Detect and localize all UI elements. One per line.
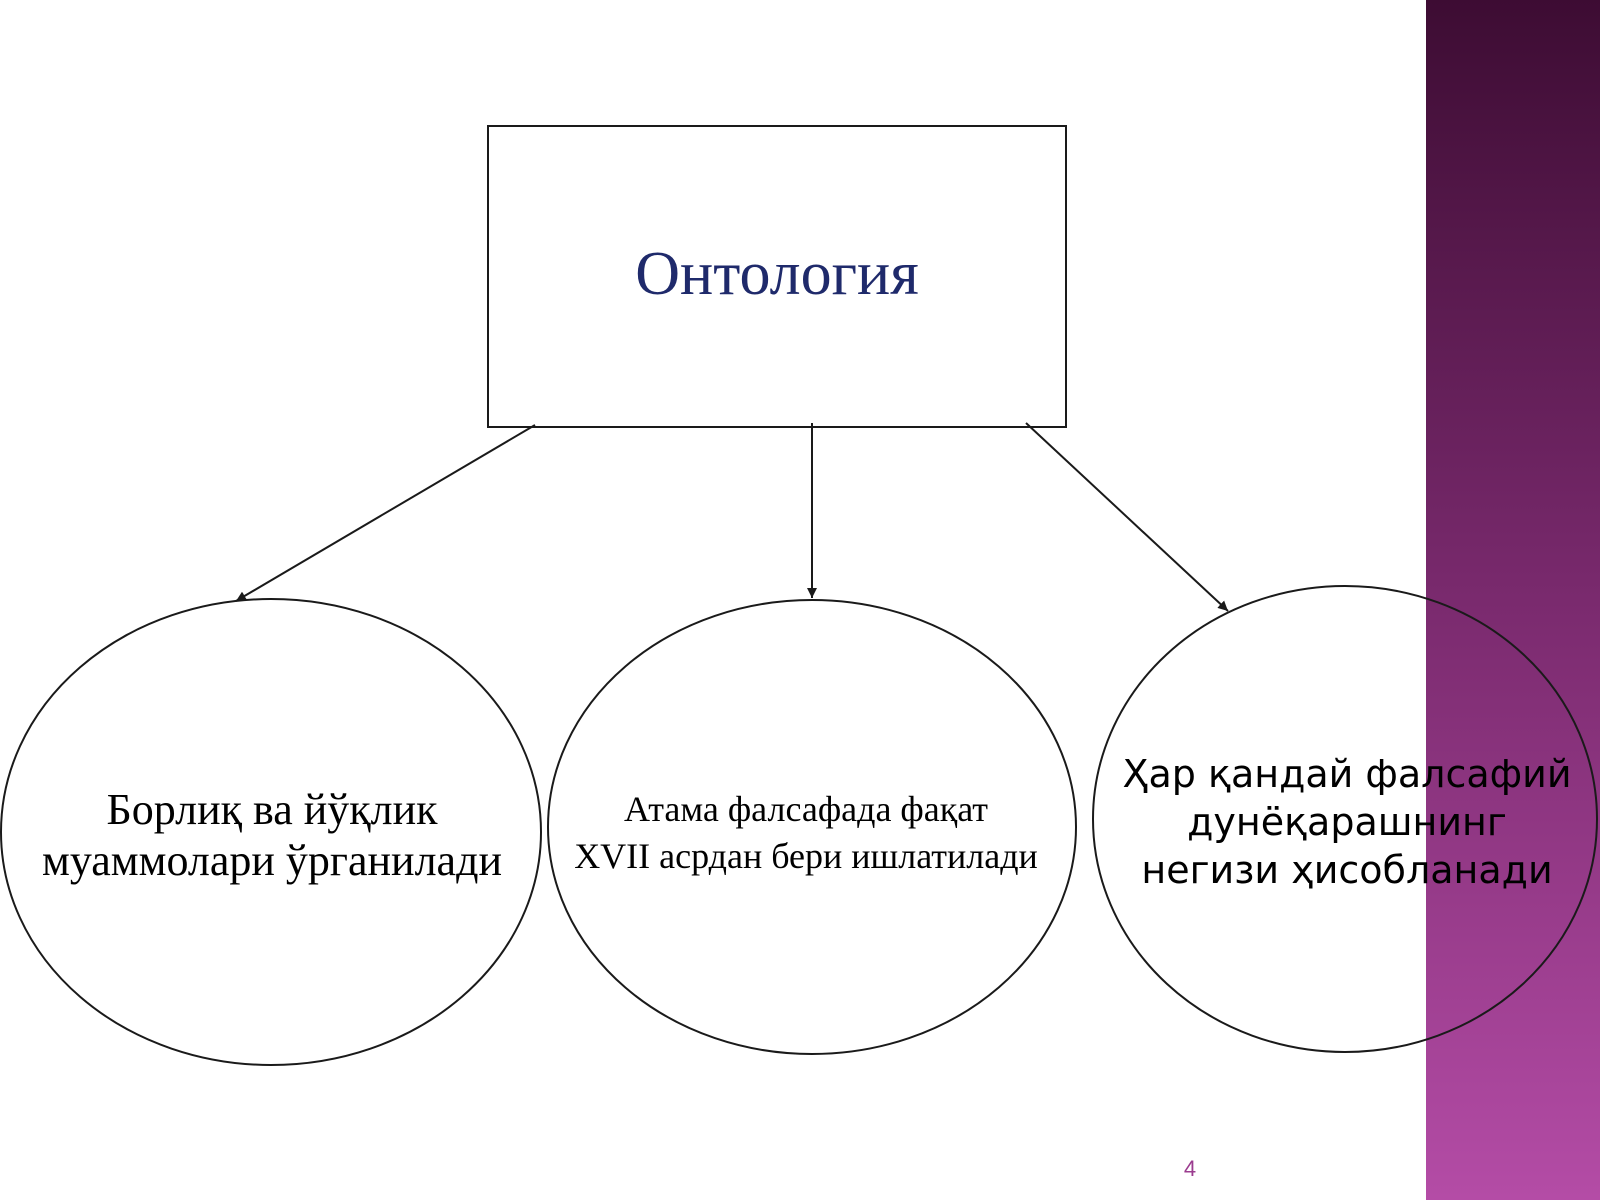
node-text-left xyxy=(0,784,544,886)
root-concept-box xyxy=(487,125,1067,428)
node-middle-line: XVII асрдан бери ишлатилади xyxy=(574,836,1038,876)
root-concept-title: Онтология xyxy=(635,239,919,308)
node-right-line: дунёқарашнинг xyxy=(1187,800,1507,844)
node-text-right xyxy=(1100,750,1594,894)
node-text-middle xyxy=(546,786,1066,880)
node-right-line: негизи ҳисобланади xyxy=(1141,848,1553,892)
connector-root-to-left xyxy=(236,425,535,601)
node-left-line: муаммолари ўрганилади xyxy=(41,836,503,885)
node-middle-line: Атама фалсафада фақат xyxy=(623,789,989,829)
connector-root-to-right xyxy=(1026,423,1228,611)
page-number: 4 xyxy=(1183,1156,1197,1181)
node-right-line: Ҳар қандай фалсафий xyxy=(1122,752,1572,796)
node-left-line: Борлиқ ва йўқлик xyxy=(106,785,438,834)
